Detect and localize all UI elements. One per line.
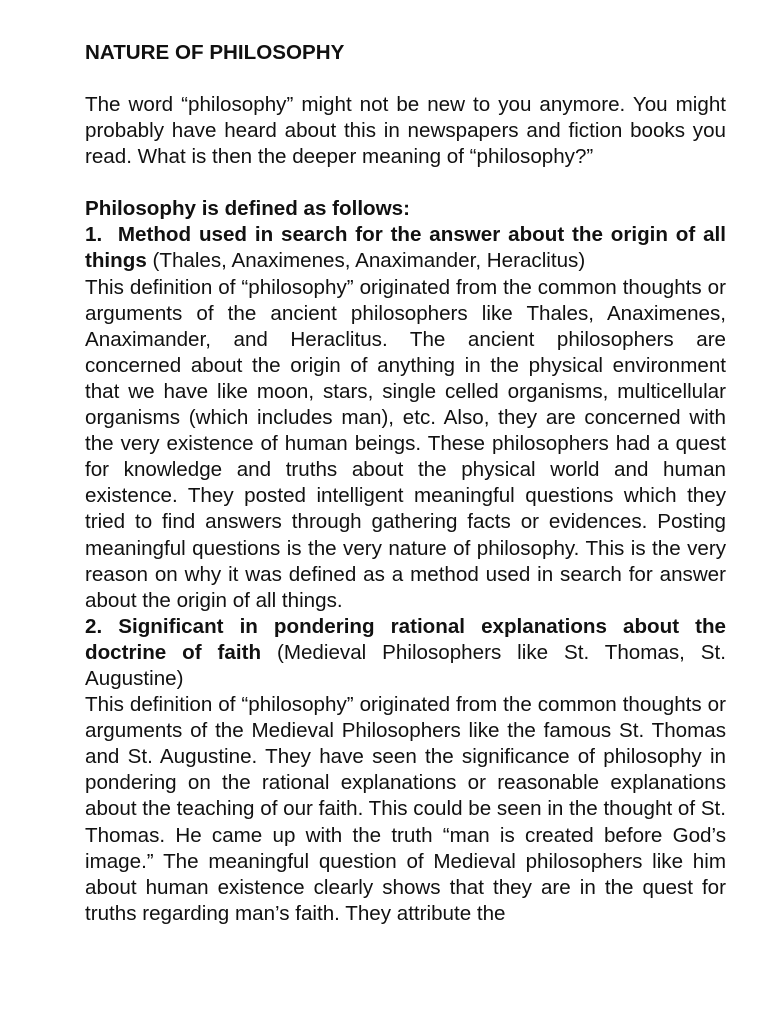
item-2-plain-text: (Medieval Philosophers like St. Thomas, St. Augustine) [85,640,726,690]
item-2-body: This definition of “philosophy” originated from the common thoughts or arguments of the Medieval Philosophers like the famous St. Thomas and St. Augustine. They have seen the significance of philosophy in pondering on the rational explanations or reasonable explanations about the teaching of our faith. This could be seen in the thought of St. Thomas. He came up with the truth “man is created before God’s image.” The meaningful question of Medieval philosophers like him about human existence clearly shows that they are in the quest for truths regarding man’s faith. They attribute the [85,693,726,925]
spacer [85,66,726,92]
item-1-bold-text: Method used in search for the answer about the origin of all things [85,223,726,273]
item-2-number: 2. [85,614,103,638]
definition-heading: Philosophy is defined as follows: [85,197,410,221]
spacer [85,170,726,196]
definition-item-1 [85,222,726,274]
intro-paragraph: The word “philosophy” might not be new to you anymore. You might probably have heard about this in newspapers and fiction books you read. What is then the deeper meaning of “philosophy?” [85,93,726,169]
item-2-bold-text: Significant in pondering rational explanations about the doctrine of faith [85,614,726,664]
item-1-plain-text: (Thales, Anaximenes, Anaximander, Heraclitus) [146,249,586,273]
document-title: NATURE OF PHILOSOPHY [85,41,345,64]
definition-item-2 [85,614,726,692]
document-page [85,40,726,927]
item-1-number: 1. [85,223,103,247]
item-1-body: This definition of “philosophy” originated from the common thoughts or arguments of the ancient philosophers like Thales, Anaximenes, Anaximander, and Heraclitus. The ancient philosophers are concerned about the origin of anything in the physical environment that we have like moon, stars, single celled organisms, multicellular organisms (which includes man), etc. Also, they are concerned with the very existence of human beings. These philosophers had a quest for knowledge and truths about the physical world and human existence. They posted intelligent meaningful questions which they tried to find answers through gathering facts or evidences. Posting meaningful questions is the very nature of philosophy. This is the very reason on why it was defined as a method used in search for answer about the origin of all things. [85,275,726,612]
